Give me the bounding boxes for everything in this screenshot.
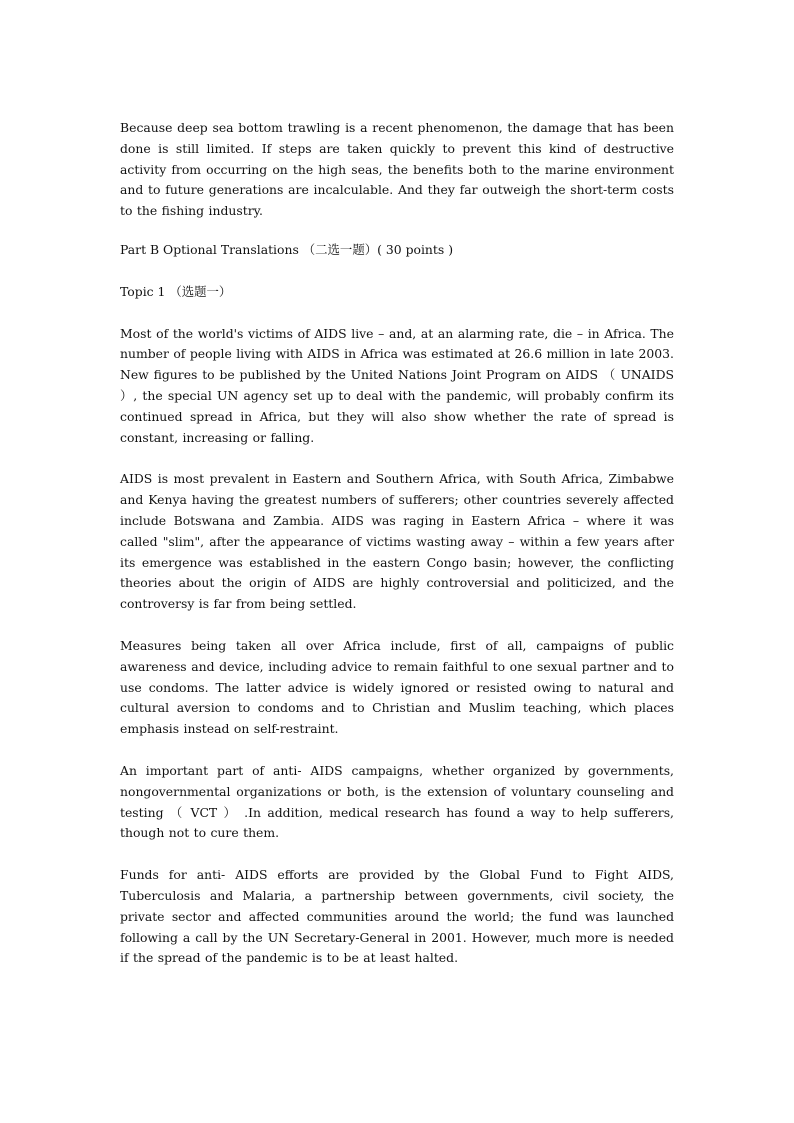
- paragraph-measures: Measures being taken all over Africa include, first of all, campaigns of public awareness and device, including advice to remain faithful to one sexual partner and to use condoms. The latter advice is widely ignored or resisted owing to natural and cultural aversion to condoms and to Christian and Muslim teaching, which places emphasis instead on self-restraint.: [120, 637, 674, 737]
- document-page: [120, 118, 674, 969]
- intro-paragraph: Because deep sea bottom trawling is a recent phenomenon, the damage that has been done is still limited. If steps are taken quickly to prevent this kind of destructive activity from occurring on the high seas, the benefits both to the marine environment and to future generations are incalculable. And they far outweigh the short-term costs to the fishing industry.: [120, 120, 674, 219]
- paragraph-funds: Funds for anti- AIDS efforts are provided by the Global Fund to Fight AIDS, Tuberculosis and Malaria, a partnership between governments, civil society, the private sector and affected communities around the world; the fund was launched following a call by the UN Secretary-General in 2001. However, much more is needed if the spread of the pandemic is to be at least halted.: [120, 867, 674, 966]
- paragraph-aids-prevalence: AIDS is most prevalent in Eastern and Southern Africa, with South Africa, Zimbabwe and Kenya having the greatest numbers of sufferers; other countries severely affected include Botswana and Zambia. AIDS was raging in Eastern Africa – where it was called "slim", after the appearance of victims wasting away – within a few years after its emergence was established in the eastern Congo basin; however, the conflicting theories about the origin of AIDS are highly controversial and politicized, and the controversy is far from being settled.: [120, 471, 674, 612]
- paragraph-campaigns: An important part of anti- AIDS campaigns, whether organized by governments, nongovernmental organizations or both, is the extension of voluntary counseling and testing （ VCT ） .In addition, medical research has found a way to help sufferers, though not to cure them.: [120, 762, 674, 841]
- paragraph-aids-victims: Most of the world's victims of AIDS live – and, at an alarming rate, die – in Africa. The number of people living with AIDS in Africa was estimated at 26.6 million in late 2003. New figures to be published by the United Nations Joint Program on AIDS （ UNAIDS ）, the special UN agency set up to deal with the pandemic, will probably confirm its continued spread in Africa, but they will also show whether the rate of spread is constant, increasing or falling.: [120, 325, 674, 445]
- part-b-heading: Part B Optional Translations （二选一题）( 30 points ): [120, 241, 454, 257]
- topic-heading: Topic 1 （选题一）: [120, 283, 232, 299]
